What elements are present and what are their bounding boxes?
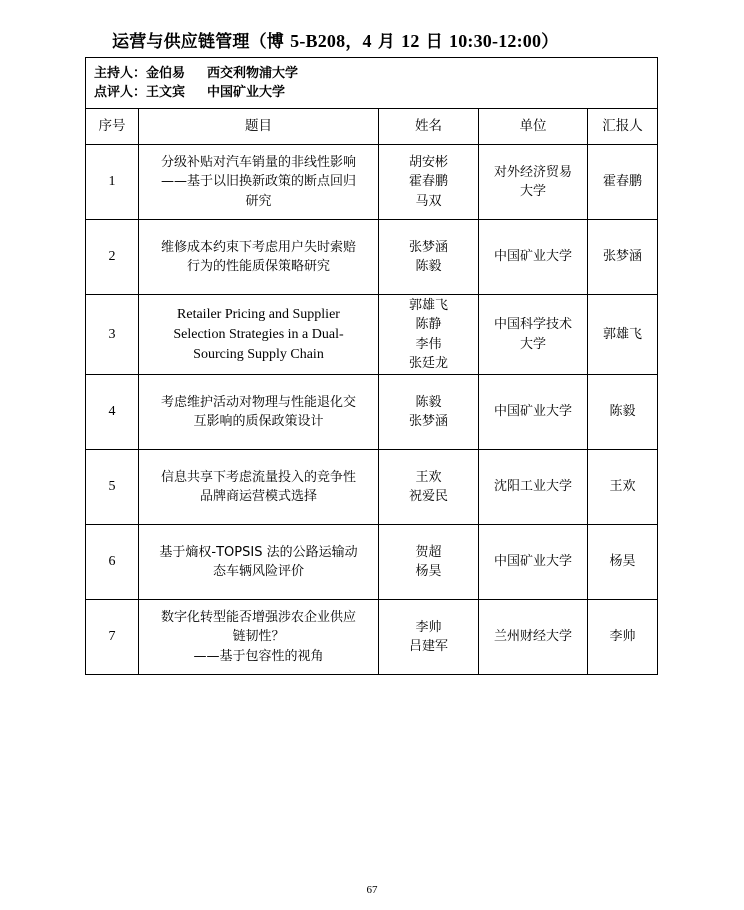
affiliation	[479, 295, 588, 375]
paper-title	[139, 450, 379, 525]
session-info-row	[86, 58, 658, 109]
title-room: 5-B208	[290, 31, 346, 51]
author-names	[379, 450, 479, 525]
table-row	[86, 375, 658, 450]
host-name: 主持人：金伯易	[94, 66, 186, 81]
reviewer-line	[94, 83, 649, 102]
table-row	[86, 600, 658, 675]
paper-title-line: 行为的性能质保策略研究	[186, 259, 330, 274]
author-name: 马双	[415, 193, 442, 209]
affiliation	[479, 525, 588, 600]
affiliation	[479, 145, 588, 220]
paper-title-line: 互影响的质保政策设计	[193, 414, 324, 429]
affiliation-line: 中国矿业大学	[493, 554, 572, 570]
header-presenter: 汇报人	[588, 109, 658, 145]
paper-title-line: 维修成本约束下考虑用户失时索赔	[160, 239, 356, 255]
author-name: 胡安彬	[408, 154, 448, 170]
presenter: 陈毅	[588, 375, 658, 450]
reviewer-name: 点评人：王文宾	[94, 85, 186, 100]
paper-title-line: 基于熵权-TOPSIS 法的公路运输动	[159, 544, 358, 560]
author-names	[379, 600, 479, 675]
affiliation-line: 大学	[519, 184, 546, 199]
title-day: 12	[401, 31, 420, 51]
paper-title	[139, 525, 379, 600]
row-index: 7	[86, 600, 139, 675]
author-names	[379, 525, 479, 600]
row-index: 4	[86, 375, 139, 450]
author-name: 霍春鹏	[408, 174, 448, 190]
presenter: 张梦涵	[588, 220, 658, 295]
paper-title	[139, 600, 379, 675]
paper-title	[139, 145, 379, 220]
title-close: ）	[541, 32, 559, 52]
author-name: 陈静	[415, 317, 442, 332]
author-name: 陈毅	[415, 394, 442, 410]
paper-title-line: ——基于以旧换新政策的断点回归	[160, 174, 356, 190]
presenter: 郭雄飞	[588, 295, 658, 375]
affiliation	[479, 600, 588, 675]
paper-title-line: 研究	[245, 193, 272, 209]
host-line	[94, 64, 649, 83]
header-index: 序号	[86, 109, 139, 145]
title-month: 月	[371, 32, 402, 52]
author-names	[379, 145, 479, 220]
session-info-cell	[86, 58, 658, 109]
author-names	[379, 220, 479, 295]
affiliation-line: 对外经济贸易	[493, 164, 572, 180]
page-number: 67	[366, 884, 378, 896]
affiliation	[479, 220, 588, 295]
paper-title-line: 分级补贴对汽车销量的非线性影响	[160, 154, 356, 170]
schedule-table	[85, 57, 658, 675]
reviewer-org: 中国矿业大学	[207, 85, 286, 100]
paper-title-line: 态车辆风险评价	[212, 564, 304, 579]
paper-title-line: 链韧性？	[232, 629, 285, 645]
author-name: 吕建军	[408, 639, 448, 654]
affiliation	[479, 450, 588, 525]
author-name: 贺超	[415, 544, 442, 560]
title-time: 10:30-12:00	[449, 31, 542, 51]
paper-title-line: Selection Strategies in a Dual-	[173, 326, 344, 342]
affiliation	[479, 375, 588, 450]
author-name: 杨昊	[415, 564, 442, 579]
author-names	[379, 375, 479, 450]
row-index: 2	[86, 220, 139, 295]
author-name: 李伟	[415, 336, 442, 352]
row-index: 1	[86, 145, 139, 220]
presenter: 李帅	[588, 600, 658, 675]
affiliation-line: 中国矿业大学	[493, 249, 572, 265]
table-row	[86, 220, 658, 295]
paper-title	[139, 375, 379, 450]
table-row	[86, 525, 658, 600]
header-names: 姓名	[379, 109, 479, 145]
table-row	[86, 295, 658, 375]
session-title	[112, 27, 558, 52]
presenter: 杨昊	[588, 525, 658, 600]
author-names	[379, 295, 479, 375]
paper-title	[139, 295, 379, 375]
affiliation-line: 中国科学技术	[493, 317, 572, 332]
affiliation-line: 大学	[519, 336, 546, 352]
table-header-row	[86, 109, 658, 145]
title-month-num: 4	[362, 31, 372, 51]
author-name: 陈毅	[415, 259, 442, 274]
paper-title-line: Sourcing Supply Chain	[193, 346, 324, 362]
affiliation-line: 沈阳工业大学	[493, 479, 572, 495]
paper-title-line: 数字化转型能否增强涉农企业供应	[160, 609, 356, 625]
paper-title	[139, 220, 379, 295]
paper-title-line: Retailer Pricing and Supplier	[177, 306, 340, 322]
author-name: 郭雄飞	[408, 297, 448, 313]
author-name: 祝爱民	[408, 489, 448, 504]
affiliation-line: 中国矿业大学	[493, 404, 572, 420]
author-name: 李帅	[415, 619, 442, 635]
author-name: 张廷龙	[408, 356, 448, 371]
table-row	[86, 450, 658, 525]
author-name: 张梦涵	[408, 414, 448, 429]
row-index: 5	[86, 450, 139, 525]
header-org: 单位	[479, 109, 588, 145]
presenter: 王欢	[588, 450, 658, 525]
paper-title-line: 考虑维护活动对物理与性能退化交	[160, 394, 356, 410]
title-prefix: 运营与供应链管理（博	[112, 32, 291, 52]
author-name: 王欢	[415, 469, 442, 485]
affiliation-line: 兰州财经大学	[493, 629, 572, 645]
row-index: 3	[86, 295, 139, 375]
title-day-unit: 日	[419, 32, 450, 52]
paper-title-line: 品牌商运营模式选择	[199, 489, 317, 504]
author-name: 张梦涵	[408, 239, 448, 255]
paper-title-line: ——基于包容性的视角	[193, 648, 324, 664]
title-sep: ，	[345, 32, 363, 52]
presenter: 霍春鹏	[588, 145, 658, 220]
row-index: 6	[86, 525, 139, 600]
paper-title-line: 信息共享下考虑流量投入的竞争性	[160, 469, 356, 485]
table-body	[86, 145, 658, 675]
header-title: 题目	[139, 109, 379, 145]
table-row	[86, 145, 658, 220]
host-org: 西交利物浦大学	[207, 66, 299, 81]
